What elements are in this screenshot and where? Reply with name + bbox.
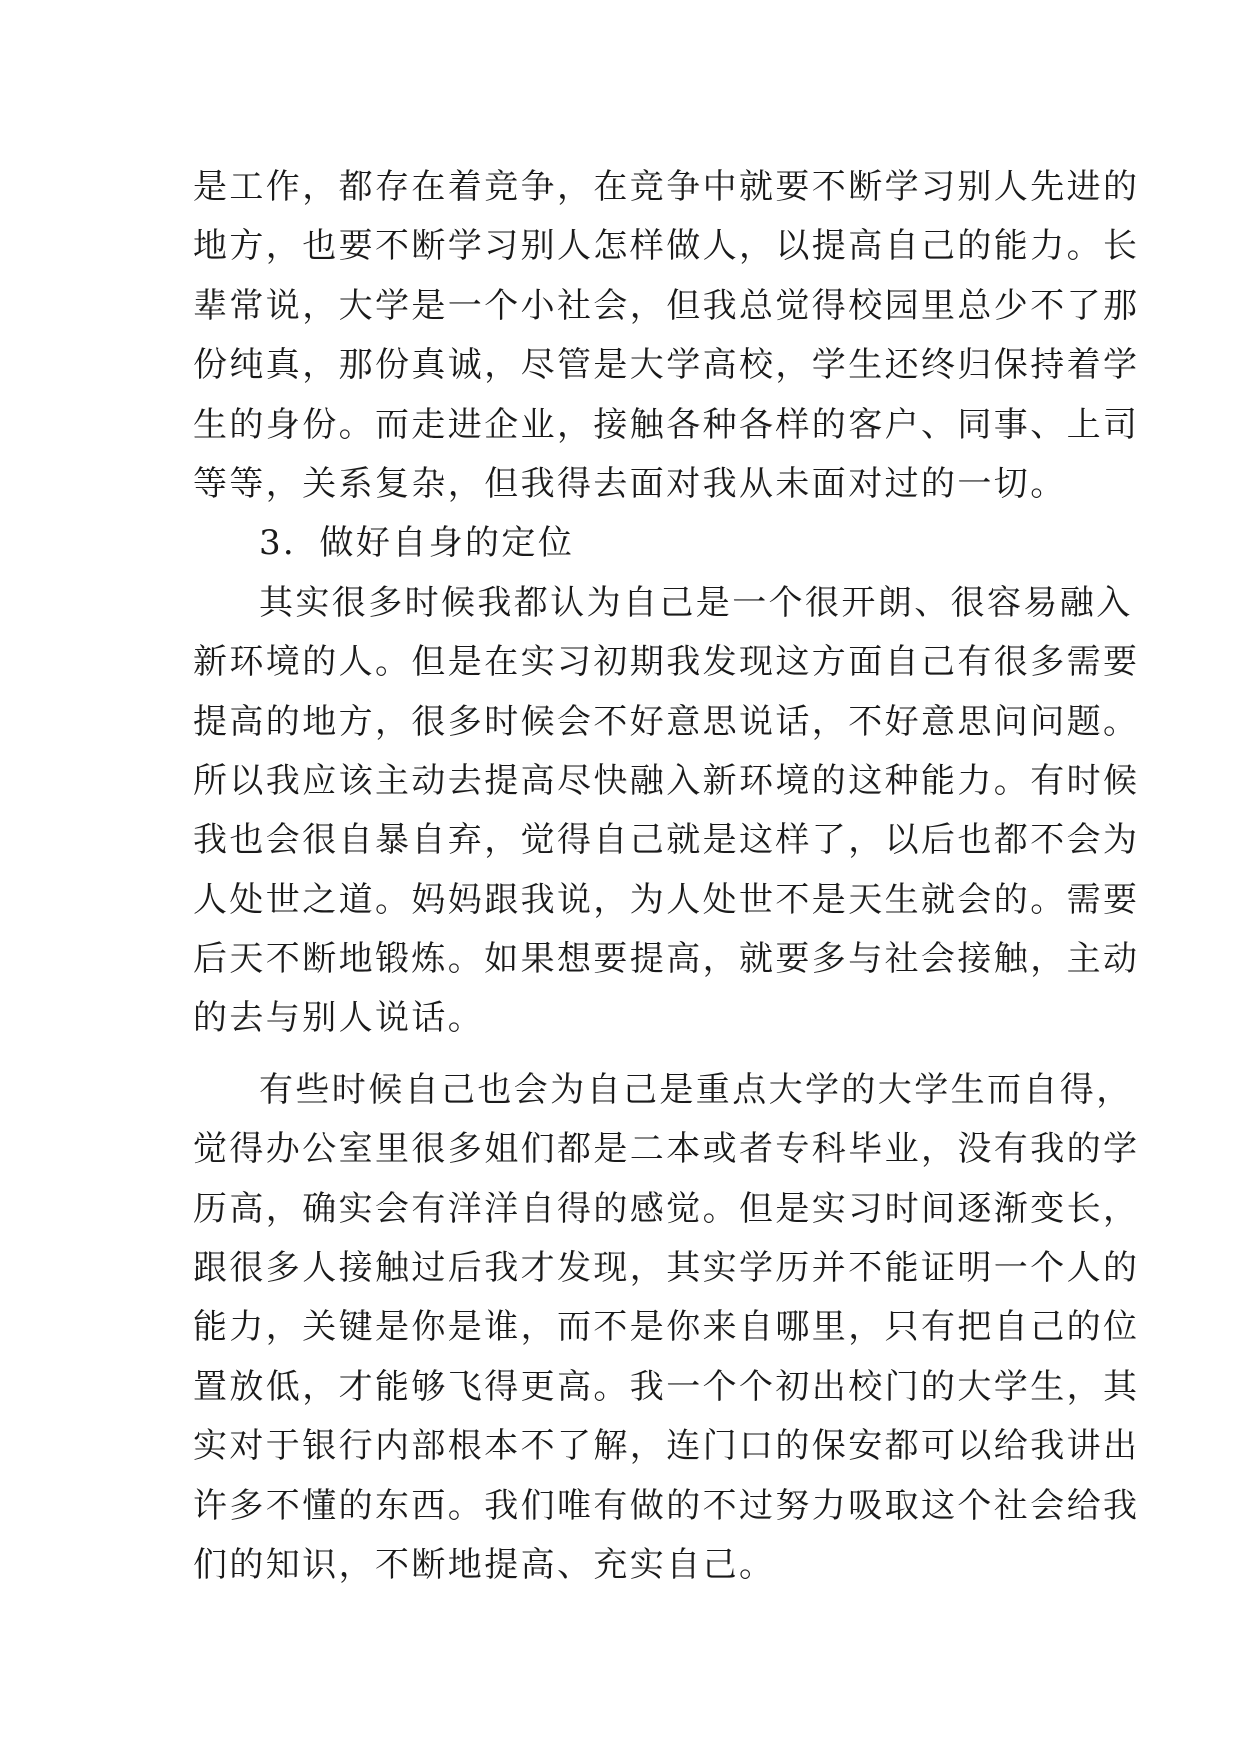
text-line: 是工作，都存在着竞争，在竞争中就要不断学习别人先进的	[193, 167, 1140, 207]
text-line: 实对于银行内部根本不了解，连门口的保安都可以给我讲出	[193, 1426, 1140, 1467]
text-line: 能力，关键是你是谁，而不是你来自哪里，只有把自己的位	[193, 1307, 1140, 1348]
text-line: 其实很多时候我都认为自己是一个很开朗、很容易融入	[259, 582, 1133, 623]
section-heading: 3．做好自身的定位	[259, 523, 575, 564]
text-line: 提高的地方，很多时候会不好意思说话，不好意思问问题。	[193, 701, 1140, 742]
text-line: 跟很多人接触过后我才发现，其实学历并不能证明一个人的	[193, 1248, 1140, 1289]
text-line: 地方，也要不断学习别人怎样做人，以提高自己的能力。长	[193, 226, 1140, 267]
text-line: 许多不懂的东西。我们唯有做的不过努力吸取这个社会给我	[193, 1485, 1140, 1526]
text-line: 的去与别人说话。	[193, 998, 485, 1039]
text-line: 有些时候自己也会为自己是重点大学的大学生而自得，	[259, 1069, 1133, 1110]
text-line: 人处世之道。妈妈跟我说，为人处世不是天生就会的。需要	[193, 879, 1140, 920]
text-line: 辈常说，大学是一个小社会，但我总觉得校园里总少不了那	[193, 285, 1140, 326]
text-line: 后天不断地锻炼。如果想要提高，就要多与社会接触，主动	[193, 939, 1140, 980]
text-line: 们的知识，不断地提高、充实自己。	[193, 1544, 776, 1585]
document-body	[193, 158, 1140, 1595]
text-line: 我也会很自暴自弃，觉得自己就是这样了，以后也都不会为	[193, 820, 1140, 861]
text-line: 份纯真，那份真诚，尽管是大学高校，学生还终归保持着学	[193, 345, 1140, 386]
text-line: 置放低，才能够飞得更高。我一个个初出校门的大学生，其	[193, 1366, 1140, 1407]
text-line: 等等，关系复杂，但我得去面对我从未面对过的一切。	[193, 463, 1067, 504]
text-line: 新环境的人。但是在实习初期我发现这方面自己有很多需要	[193, 642, 1140, 683]
text-line: 觉得办公室里很多姐们都是二本或者专科毕业，没有我的学	[193, 1129, 1140, 1170]
text-line: 生的身份。而走进企业，接触各种各样的客户、同事、上司	[193, 404, 1140, 445]
text-line: 所以我应该主动去提高尽快融入新环境的这种能力。有时候	[193, 760, 1140, 801]
text-line: 历高，确实会有洋洋自得的感觉。但是实习时间逐渐变长，	[193, 1188, 1140, 1229]
